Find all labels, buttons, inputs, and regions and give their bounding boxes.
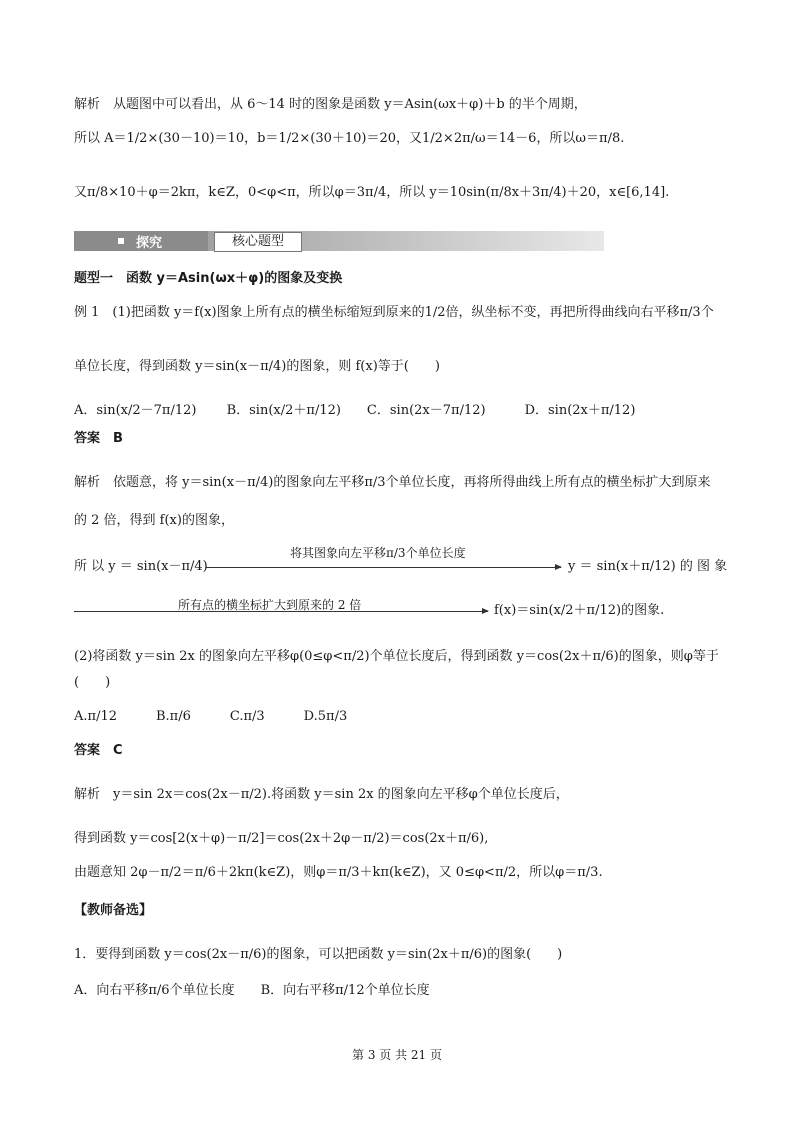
transform-mid: y ＝ sin(x＋π/12) 的 图 象 xyxy=(568,559,728,574)
answer-1: 答案 B xyxy=(74,431,123,446)
page-footer: 第 3 页 共 21 页 xyxy=(352,1048,442,1062)
analysis-ex1b-line-2: 得到函数 y＝cos[2(x＋φ)－π/2]＝cos(2x＋2φ－π/2)＝cos(2x＋π/6), xyxy=(74,831,489,846)
transform-end: f(x)＝sin(x/2＋π/12)的图象. xyxy=(494,603,665,618)
analysis-ex1b-line-1: 解析 y＝sin 2x＝cos(2x－π/2).将函数 y＝sin 2x 的图象向左平移φ个单位长度后， xyxy=(74,787,569,802)
topic-heading: 题型一 函数 y＝Asin(ωx＋φ)的图象及变换 xyxy=(74,271,343,286)
example-1-part-2-paren: ( ) xyxy=(74,675,111,690)
analysis-ex1-line-1: 解析 依题意，将 y＝sin(x－π/4)的图象向左平移π/3个单位长度，再将所得曲线上所有点的横坐标扩大到原来 xyxy=(74,475,711,490)
arrow-1-label: 将其图象向左平移π/3个单位长度 xyxy=(290,546,466,560)
section-title: 核心题型 xyxy=(214,232,302,252)
example-1-question: 例 1 (1)把函数 y＝f(x)图象上所有点的横坐标缩短到原来的1/2倍，纵坐标不变，再把所得曲线向右平移π/3个 xyxy=(74,305,714,320)
example-1-part-2-question: (2)将函数 y＝sin 2x 的图象向左平移φ(0≤φ<π/2)个单位长度后，得到函数 y＝cos(2x＋π/6)的图象，则φ等于 xyxy=(74,649,719,664)
teacher-selection-heading: 【教师备选】 xyxy=(74,903,153,918)
analysis-line-3: 又π/8×10＋φ＝2kπ，k∈Z，0<φ<π，所以φ＝3π/4，所以 y＝10sin(π/8x＋3π/4)＋20，x∈[6,14]. xyxy=(74,185,670,200)
section-header xyxy=(74,231,604,251)
answer-2: 答案 C xyxy=(74,743,123,758)
arrow-2 xyxy=(74,611,488,612)
analysis-line-1: 解析 从题图中可以看出，从 6～14 时的图象是函数 y＝Asin(ωx＋φ)＋b 的半个周期， xyxy=(74,97,587,112)
example-1-question-cont: 单位长度，得到函数 y＝sin(x－π/4)的图象，则 f(x)等于( ) xyxy=(74,359,440,374)
analysis-ex1-line-2: 的 2 倍，得到 f(x)的图象， xyxy=(74,513,234,528)
teacher-question-1: 1．要得到函数 y＝cos(2x－π/6)的图象，可以把函数 y＝sin(2x＋π/6)的图象( ) xyxy=(74,947,563,962)
section-tag: 探究 xyxy=(136,236,163,251)
arrow-1 xyxy=(206,567,561,568)
transform-start: 所 以 y ＝ sin(x－π/4) xyxy=(74,559,208,574)
square-bullet-icon xyxy=(118,238,124,244)
arrow-2-label: 所有点的横坐标扩大到原来的 2 倍 xyxy=(178,598,362,612)
teacher-question-1-options: A．向右平移π/6个单位长度 B．向右平移π/12个单位长度 xyxy=(74,983,430,998)
analysis-line-2: 所以 A＝1/2×(30－10)＝10，b＝1/2×(30＋10)＝20，又1/2×2π/ω＝14－6，所以ω＝π/8. xyxy=(74,131,625,146)
analysis-ex1b-line-3: 由题意知 2φ－π/2＝π/6＋2kπ(k∈Z)，则φ＝π/3＋kπ(k∈Z)，又 0≤φ<π/2，所以φ＝π/3. xyxy=(74,865,603,880)
example-1-part-2-options: A.π/12 B.π/6 C.π/3 D.5π/3 xyxy=(74,709,348,724)
example-1-options: A．sin(x/2－7π/12) B．sin(x/2＋π/12) C．sin(2x－7π/12) D．sin(2x＋π/12) xyxy=(74,403,636,418)
